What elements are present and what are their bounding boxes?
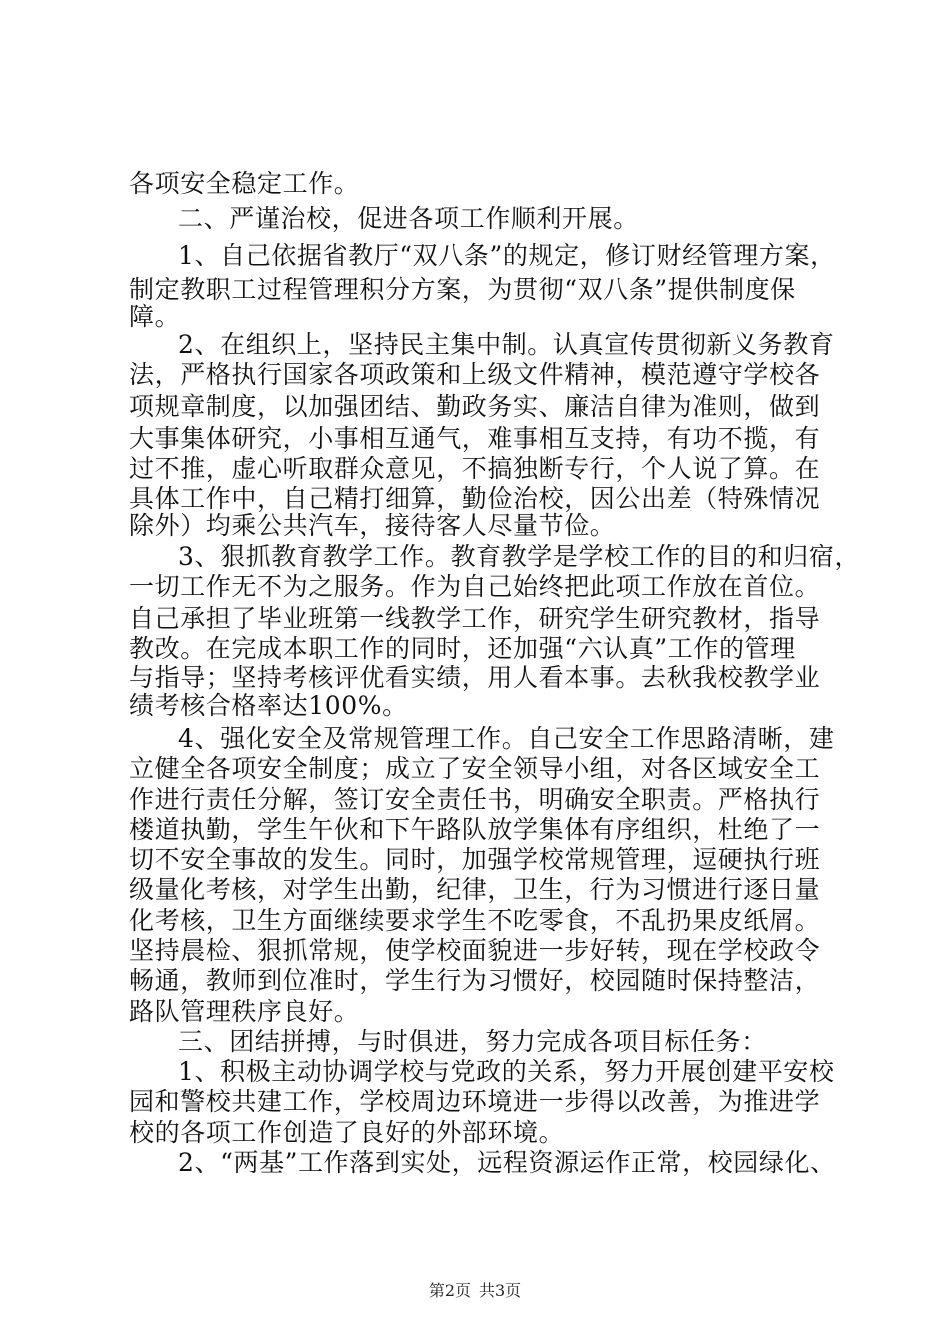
text-line: 1、积极主动协调学校与党政的关系，努力开展创建平安校: [178, 1057, 835, 1086]
text-line: 绩考核合格率达100%。: [129, 691, 408, 720]
text-line: 3、狠抓教育教学工作。教育教学是学校工作的目的和归宿，: [178, 542, 861, 571]
text-line: 1、自己依据省教厅“双八条”的规定，修订财经管理方案，: [178, 241, 836, 270]
text-line: 项规章制度，以加强团结、勤政务实、廉洁自律为准则，做到: [129, 392, 821, 421]
text-line: 作进行责任分解，签订安全责任书，明确安全职责。严格执行: [129, 785, 821, 814]
text-line: 立健全各项安全制度；成立了安全领导小组，对各区域安全工: [129, 754, 821, 783]
text-line: 除外）均乘公共汽车，接待客人尽量节俭。: [129, 511, 616, 540]
text-line: 障。: [129, 302, 181, 331]
page-footer: [0, 1281, 950, 1301]
text-line: 化考核，卫生方面继续要求学生不吃零食，不乱扔果皮纸屑。: [129, 906, 821, 935]
text-line: 自己承担了毕业班第一线教学工作，研究学生研究教材，指导: [129, 604, 821, 633]
text-line: 畅通，教师到位准时，学生行为习惯好，校园随时保持整洁，: [129, 966, 821, 995]
text-line: 一切工作无不为之服务。作为自己始终把此项工作放在首位。: [129, 572, 821, 601]
text-line: 级量化考核，对学生出勤，纪律，卫生，行为习惯进行逐日量: [129, 875, 821, 904]
text-line: 切不安全事故的发生。同时，加强学校常规管理，逗硬执行班: [129, 845, 821, 874]
text-line: 校的各项工作创造了良好的外部环境。: [129, 1118, 565, 1147]
text-line: 2、“两基”工作落到实处，远程资源运作正常，校园绿化、: [178, 1148, 836, 1177]
text-line: 大事集体研究，小事相互通气，难事相互支持，有功不揽，有: [129, 424, 821, 453]
text-line: 法，严格执行国家各项政策和上级文件精神，模范遵守学校各: [129, 360, 821, 389]
page-number: 第2页: [428, 1281, 471, 1300]
text-line: 制定教职工过程管理积分方案，为贯彻“双八条”提供制度保: [129, 275, 796, 304]
text-line: 楼道执勤，学生午伙和下午路队放学集体有序组织，杜绝了一: [129, 815, 821, 844]
text-line: 过不推，虚心听取群众意见，不搞独断专行，个人说了算。在: [129, 454, 821, 483]
text-line: 教改。在完成本职工作的同时，还加强“六认真”工作的管理: [129, 634, 796, 663]
page-total: 共3页: [479, 1281, 522, 1300]
text-line: 4、强化安全及常规管理工作。自己安全工作思路清晰，建: [178, 724, 835, 753]
section-heading: 二、严谨治校，促进各项工作顺利开展。: [178, 204, 639, 233]
text-line: 园和警校共建工作，学校周边环境进一步得以改善，为推进学: [129, 1087, 821, 1116]
text-line: 路队管理秩序良好。: [129, 997, 360, 1026]
text-line: 2、在组织上，坚持民主集中制。认真宣传贯彻新义务教育: [178, 330, 835, 359]
text-line: 各项安全稳定工作。: [129, 169, 360, 198]
text-line: 与指导；坚持考核评优看实绩，用人看本事。去秋我校教学业: [129, 663, 821, 692]
text-line: 坚持晨检、狠抓常规，使学校面貌进一步好转，现在学校政令: [129, 936, 821, 965]
section-heading: 三、团结拼搏，与时俱进，努力完成各项目标任务：: [178, 1027, 767, 1056]
text-line: 具体工作中，自己精打细算，勤俭治校，因公出差（特殊情况: [129, 484, 821, 513]
